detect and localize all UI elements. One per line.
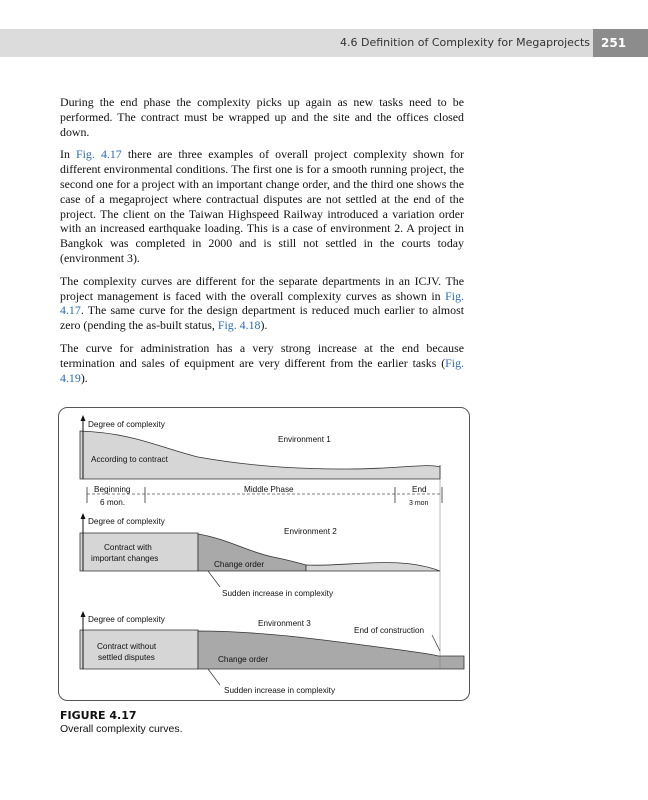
p3-text-mid: . The same curve for the design department is reduced much earlier to almost zero (pending the as-built status,: [60, 303, 464, 333]
paragraph-3: [60, 274, 464, 333]
phase-label: Middle Phase: [244, 485, 294, 494]
figure-caption-label: FIGURE 4.17: [60, 709, 137, 722]
environment-label: Environment 1: [278, 435, 331, 444]
p3-text-start: The complexity curves are different for the separate departments in an ICJV. The project management is faced with the overall complexity curves as shown in: [60, 273, 464, 303]
environment-label: Environment 2: [284, 527, 337, 536]
environment-label: Environment 3: [258, 619, 311, 628]
p4-text-end: ).: [80, 370, 88, 385]
figure-ref-link[interactable]: Fig. 4.19: [60, 355, 464, 385]
annotation-label: Sudden increase in complexity: [222, 589, 334, 598]
phase-duration: 3 mon: [409, 500, 429, 507]
phase-label: Beginning: [94, 485, 131, 494]
phase-duration: 6 mon.: [100, 498, 126, 507]
body-text: [60, 95, 464, 393]
env2-contract-region: [80, 533, 198, 571]
paragraph-4: [60, 341, 464, 385]
running-header-title: 4.6 Definition of Complexity for Megaprojects: [340, 36, 590, 49]
p2-text-start: In: [60, 147, 77, 162]
p2-text-end: there are three examples of overall project complexity shown for different environmental conditions. The first one is for a smooth running project, the second one for a project with an important change order, and the third one shows the case of a megaproject where contractual disputes are not settled at the end of the project. The client on the Taiwan Highspeed Railway introduced a variation order with an increased earthquake loading. This is a case of environment 2. A project in Bangkok was completed in 2000 and is still not settled in the courts today (environment 3).: [60, 147, 465, 265]
annotation-label: Sudden increase in complexity: [224, 686, 336, 695]
p3-text-end: ).: [260, 318, 268, 333]
axis-label: Degree of complexity: [88, 615, 165, 624]
paragraph-1: During the end phase the complexity picks up again as new tasks need to be performed. The contract must be wrapped up and the site and the offices closed down.: [60, 95, 464, 139]
paragraph-2: [60, 147, 464, 265]
figure-caption-text: Overall complexity curves.: [60, 723, 183, 735]
figure-ref-link[interactable]: Fig. 4.17: [60, 288, 464, 318]
page-number: 251: [593, 29, 648, 57]
end-of-construction-label: End of construction: [354, 626, 425, 635]
axis-label: Degree of complexity: [88, 517, 165, 526]
region-label: Contract with: [104, 543, 152, 552]
change-order-label: Change order: [218, 655, 269, 664]
region-label: Contract without: [97, 642, 157, 651]
region-label: settled disputes: [98, 653, 155, 662]
region-label: According to contract: [91, 455, 168, 464]
region-label: important changes: [91, 554, 159, 563]
figure-ref-link[interactable]: Fig. 4.17: [76, 147, 122, 162]
p4-text-start: The curve for administration has a very strong increase at the end because termination and sales of equipment are very different from the earlier tasks (: [60, 340, 464, 370]
phase-label: End: [412, 485, 427, 494]
complexity-figure: [58, 407, 470, 701]
complexity-diagram: [58, 407, 470, 701]
change-order-label: Change order: [214, 560, 265, 569]
figure-ref-link[interactable]: Fig. 4.18: [217, 318, 261, 333]
axis-label: Degree of complexity: [88, 420, 165, 429]
